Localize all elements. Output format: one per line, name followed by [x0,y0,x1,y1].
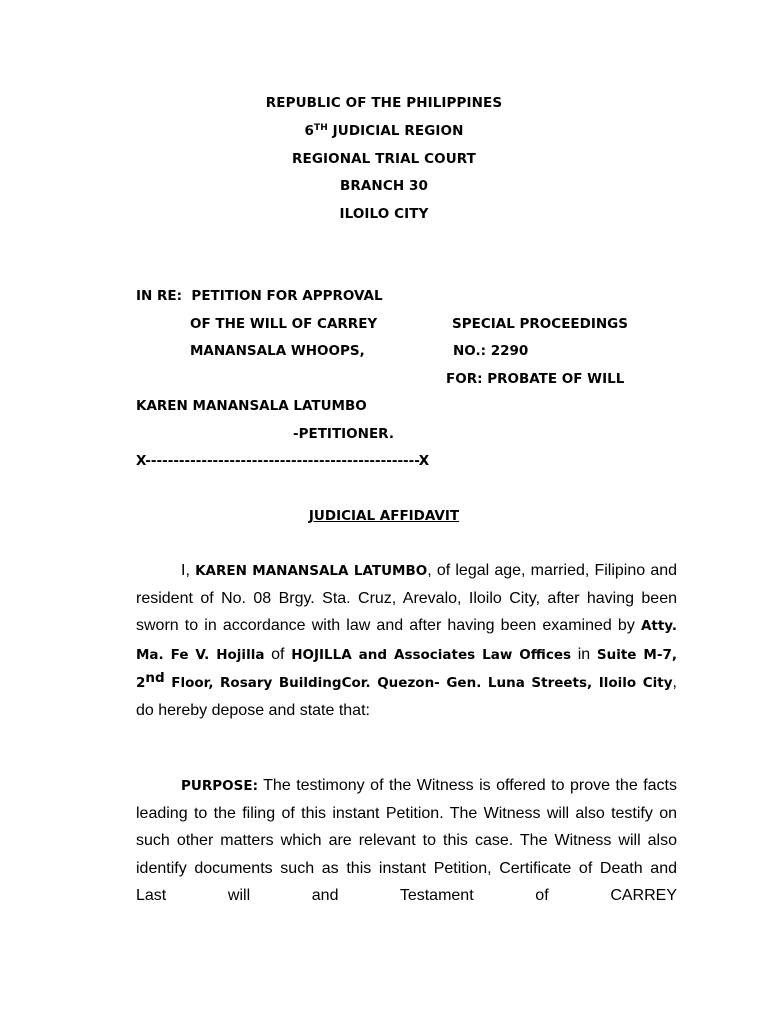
caption-for-probate: FOR: PROBATE OF WILL [446,371,625,387]
header-republic: REPUBLIC OF THE PHILIPPINES [265,95,503,111]
caption-petitioner-label: -PETITIONER. [293,426,394,442]
intro-text-3: of [264,645,292,663]
intro-text-2: , of legal age, married, Filipino and resident of No. 08 Brgy. Sta. Cruz, Arevalo, Iloilo City, after having been sworn to in accordance with law and after having been examined by [136,562,678,635]
law-firm-name: HOJILLA and Associates Law Offices [291,646,572,663]
document-title-text: JUDICIAL AFFIDAVIT [308,508,460,524]
purpose-text: The testimony of the Witness is offered to prove the facts leading to the filing of this instant Petition. The Witness will also testify on such other matters which are relevant to this case. The Witness will also identify documents such as this instant Petition, Certificate of Death and Last will and Testament of CARREY [136,777,677,904]
header-region-number: 6 [304,123,314,139]
header-region-suffix: TH [313,123,328,133]
header-branch: BRANCH 30 [339,178,429,194]
intro-text-4: in [571,645,597,663]
law-firm-address-sup: nd [145,669,165,686]
affidavit-paragraph-purpose [136,772,677,909]
caption-will-of: OF THE WILL OF CARREY [190,316,378,332]
header-judicial-region [0,123,768,139]
attorney-name: Atty. Ma. Fe V. Hojilla [136,618,677,663]
purpose-label: PURPOSE: [181,778,258,794]
law-firm-address-2: Floor, Rosary BuildingCor. Quezon- Gen. Luna Streets, Iloilo City [164,674,673,691]
affiant-name: KAREN MANANSALA LATUMBO [195,563,428,579]
caption-in-re: IN RE: PETITION FOR APPROVAL [136,288,383,304]
caption-petitioner-name: KAREN MANANSALA LATUMBO [136,398,367,414]
caption-divider: X-------------------------------------------------X [136,453,430,469]
document-title [0,508,768,524]
caption-special-proceedings: SPECIAL PROCEEDINGS [452,316,628,332]
header-region-text: JUDICIAL REGION [327,123,464,139]
caption-decedent: MANANSALA WHOOPS, [190,343,365,359]
affidavit-paragraph-intro [136,557,677,724]
header-court: REGIONAL TRIAL COURT [292,151,476,167]
header-city: ILOILO CITY [339,206,429,222]
law-firm-address-1: Suite M-7, 2 [136,646,677,691]
caption-case-number: NO.: 2290 [453,343,529,359]
intro-text-1: I, [181,562,196,579]
intro-text-5: , do hereby depose and state that: [136,673,677,720]
